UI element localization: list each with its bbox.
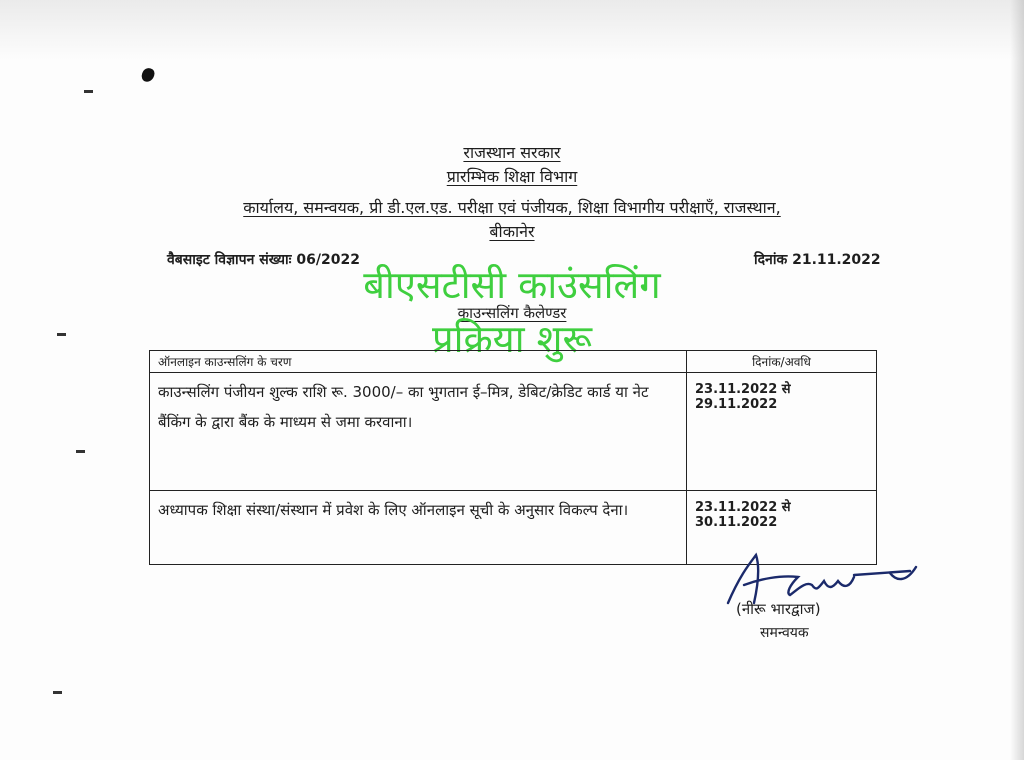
- scan-edge: [1010, 0, 1024, 760]
- calendar-title: काउन्सलिंग कैलेण्डर: [457, 304, 567, 322]
- punch-mark: [76, 450, 85, 453]
- office-name: कार्यालय, समन्वयक, प्री डी.एल.एड. परीक्षा एवं पंजीयक, शिक्षा विभागीय परीक्षाएँ, राजस्थान,: [243, 198, 781, 217]
- office-city: बीकानेर: [489, 222, 535, 241]
- ink-dot: [140, 66, 156, 83]
- table-row: [150, 373, 877, 491]
- scan-shadow: [0, 0, 1024, 60]
- column-header-stage: ऑनलाइन काउन्सलिंग के चरण: [150, 351, 687, 373]
- stage-cell: अध्यापक शिक्षा संस्था/संस्थान में प्रवेश के लिए ऑनलाइन सूची के अनुसार विकल्प देना।: [150, 491, 687, 565]
- period-cell: 23.11.2022 से 29.11.2022: [687, 373, 877, 491]
- punch-mark: [53, 691, 62, 694]
- signatory-designation: समन्वयक: [760, 625, 809, 641]
- table-header-row: [150, 351, 877, 373]
- punch-mark: [84, 90, 93, 93]
- counselling-calendar-table: [149, 350, 877, 565]
- notice-date: दिनांक 21.11.2022: [754, 252, 881, 268]
- ad-number: वैबसाइट विज्ञापन संख्याः 06/2022: [167, 252, 360, 268]
- overlay-heading-line1: बीएसटीसी काउंसलिंग: [363, 263, 661, 307]
- department-name: प्रारम्भिक शिक्षा विभाग: [446, 167, 578, 186]
- column-header-date: दिनांक/अवधि: [687, 351, 877, 373]
- period-cell: 23.11.2022 से 30.11.2022: [687, 491, 877, 565]
- stage-cell: काउन्सलिंग पंजीयन शुल्क राशि रू. 3000/– का भुगतान ई–मित्र, डेबिट/क्रेडिट कार्ड या नेट बैंकिंग के द्वारा बैंक के माध्यम से जमा करवाना।: [150, 373, 687, 491]
- signatory-name: (नीरू भारद्वाज): [736, 600, 821, 618]
- overlay-heading-line2: प्रक्रिया शुरू: [432, 317, 592, 361]
- govt-name: राजस्थान सरकार: [463, 143, 561, 162]
